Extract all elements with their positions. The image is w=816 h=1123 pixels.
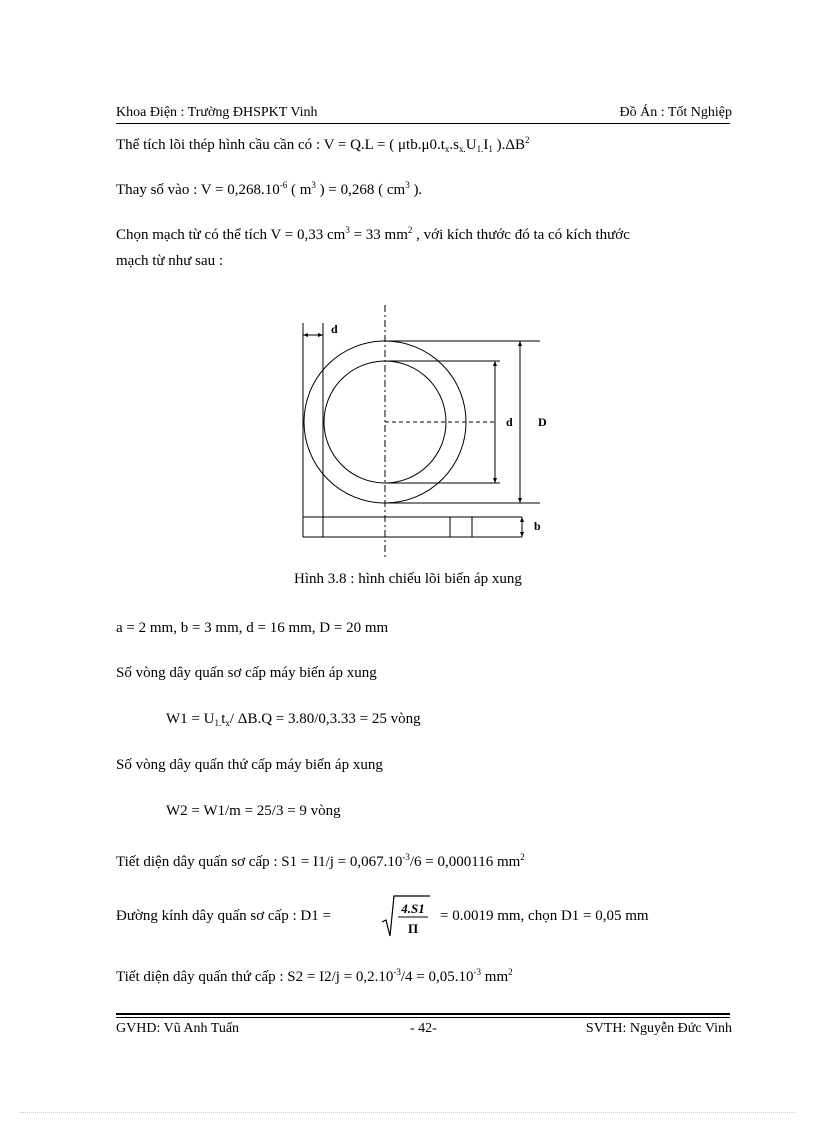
footer-rule-thick — [116, 1013, 730, 1015]
header-rule — [116, 123, 730, 124]
label-D: D — [538, 415, 547, 429]
page-bottom-dotted-rule — [20, 1112, 796, 1113]
volume-formula: Thể tích lõi thép hình cầu cần có : V = Q.L = ( $\mu tb.\mu 0.t_x.s_{x.}U_{1.}I_1$ )$.\Delta B^2$ — [116, 135, 530, 154]
label-b: b — [534, 519, 541, 533]
page-number: - 42- — [410, 1021, 437, 1036]
dimensions-line: a = 2 mm, b = 3 mm, d = 16 mm, D = 20 mm — [116, 620, 389, 636]
footer-advisor: GVHD: Vũ Anh Tuấn — [116, 1021, 240, 1036]
footer-rule-thin — [116, 1017, 730, 1018]
label-d-mid: d — [506, 415, 513, 429]
secondary-turns-title: Số vòng dây quấn thứ cấp máy biến áp xung — [116, 757, 383, 773]
d1-formula-label: Đường kính dây quấn sơ cấp : D1 = — [116, 908, 331, 924]
sqrt-denominator: Π — [407, 921, 419, 936]
w1-formula: $W1 = U_{1.}t_x/$ ΔB.Q = 3.80/0,3.33 = 25 vòng — [166, 711, 421, 728]
core-projection-figure — [290, 305, 560, 565]
label-d-top: d — [331, 322, 338, 336]
header-left: Khoa Điện : Trường ĐHSPKT Vinh — [116, 105, 318, 120]
sqrt-numerator: 4.S1 — [401, 901, 425, 916]
choose-core-line: Chọn mạch từ có thể tích V = 0,33 $cm^3 = 33$ $mm^2$ , với kích thước đó ta có kích thước — [116, 225, 630, 243]
s1-formula: Tiết diện dây quấn sơ cấp : $S1 = I1/j = 0,067.10^{-3}/6 = 0,000116$ $mm^2$ — [116, 852, 525, 870]
d1-formula-result: = 0.0019 mm, chọn D1 = 0,05 mm — [440, 908, 649, 924]
figure-caption: Hình 3.8 : hình chiếu lõi biến áp xung — [294, 571, 522, 587]
footer-student: SVTH: Nguyễn Đức Vinh — [585, 1021, 732, 1036]
substitution-line: Thay số vào : $V = 0,268.10^{-6}$ ( $m^3$ ) = 0,268 ( $cm^3$ ). — [116, 180, 423, 198]
s2-formula: Tiết diện dây quấn thứ cấp : $S2 = I2/j = 0,2.10^{-3}/4 = 0,05.10^{-3}$ $mm^2$ — [116, 967, 513, 985]
header-right: Đồ Án : Tốt Nghiệp — [619, 105, 732, 120]
w2-formula: W2 = W1/m = 25/3 = 9 vòng — [166, 803, 341, 819]
primary-turns-title: Số vòng dây quấn sơ cấp máy biến áp xung — [116, 665, 377, 681]
choose-core-line-2: mạch từ như sau : — [116, 253, 224, 269]
sqrt-expression — [380, 894, 432, 940]
